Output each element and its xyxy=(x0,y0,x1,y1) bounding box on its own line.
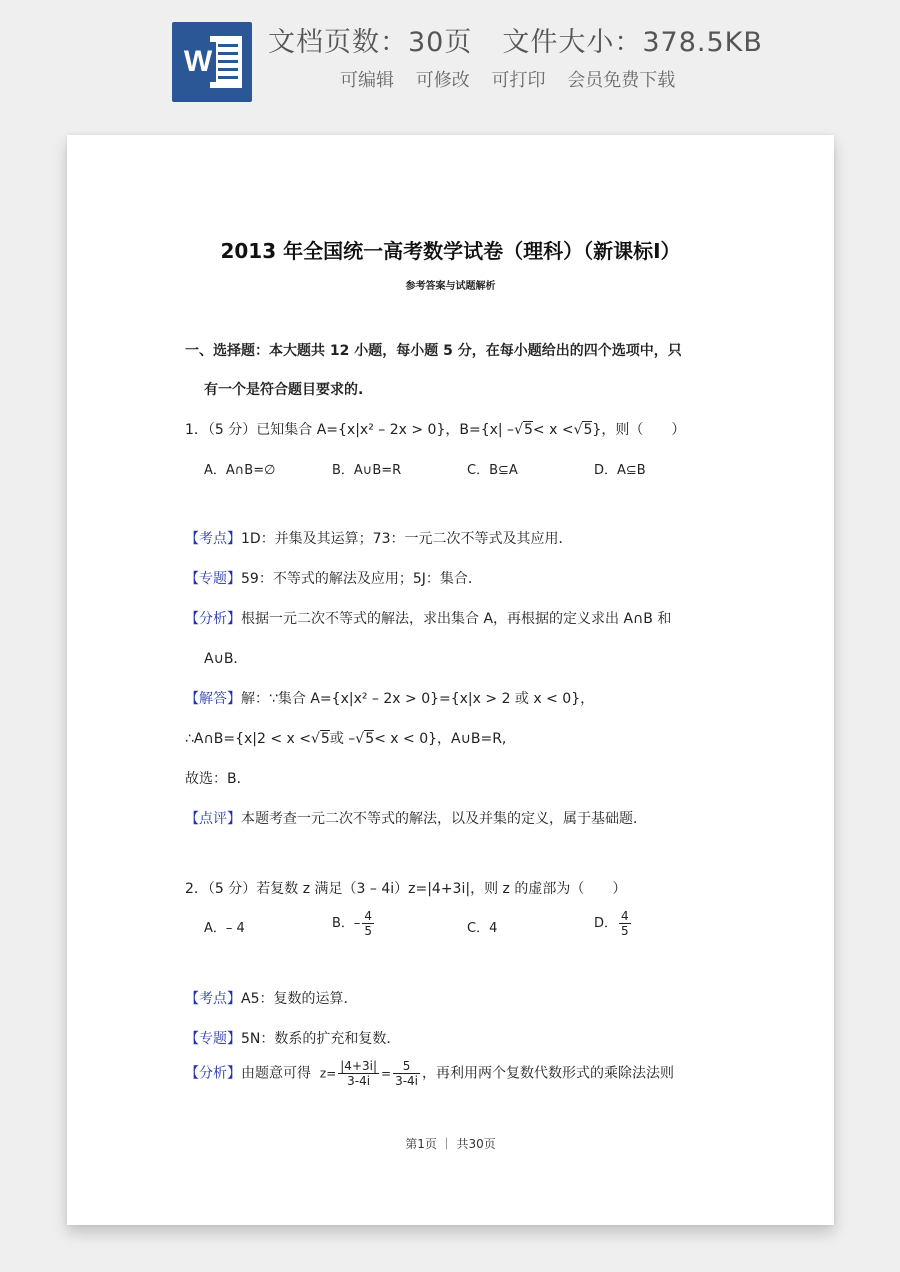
feature-editable: 可编辑 xyxy=(340,70,394,91)
file-info xyxy=(268,20,763,59)
q1-dianping: 【点评】本题考查一元二次不等式的解法，以及并集的定义，属于基础题． xyxy=(185,811,647,827)
feature-modifiable: 可修改 xyxy=(415,70,470,91)
question-2-option-a: A．– 4 xyxy=(204,921,245,936)
question-1-option-b: B．A∪B=R xyxy=(332,463,402,478)
q1-jieda: 【解答】解：∵集合 A={x|x² – 2x > 0}={x|x > 2 或 x < 0}， xyxy=(185,691,595,707)
page-footer: 第1页 ｜ 共30页 xyxy=(405,1137,496,1151)
question-2-option-b: B．– $\frac{4}{5}$ xyxy=(332,909,373,938)
q1-fenxi-cont: A∪B． xyxy=(204,651,248,667)
page-title: 2013 年全国统一高考数学试卷（理科）（新课标Ⅰ） xyxy=(220,239,681,263)
question-1-option-a: A．A∩B=∅ xyxy=(204,463,276,478)
question-1-option-d: D．A⊆B xyxy=(594,463,646,478)
feature-member-download: 会员免费下载 xyxy=(567,70,676,91)
file-size-label: 文件大小：378.5KB xyxy=(502,27,763,58)
q1-kaodian: 【考点】1D：并集及其运算；73：一元二次不等式及其应用． xyxy=(185,531,573,547)
q1-zhuanti: 【专题】59：不等式的解法及应用；5J：集合． xyxy=(185,571,482,587)
section-heading-cont: 有一个是符合题目要求的. xyxy=(204,382,364,398)
question-2-option-d: D． $\frac{4}{5}$ xyxy=(594,909,629,938)
q1-fenxi: 【分析】根据一元二次不等式的解法，求出集合 A，再根据的定义求出 A∩B 和 xyxy=(185,611,672,627)
q1-jieda-line-2: ∴A∩B={x|2 < x <√5或 –√5< x < 0}，A∪B=R, xyxy=(185,731,507,747)
q2-fenxi: 【分析】由题意可得 z= $\frac{|4+3i|}{3-4i}$ = $\frac{5}{3-4i}$ ，再利用两个复数代数形式的乘除法法则 xyxy=(185,1059,675,1088)
page-count-label: 文档页数：30页 xyxy=(268,27,473,58)
feature-printable: 可打印 xyxy=(491,70,546,91)
q2-kaodian: 【考点】A5：复数的运算． xyxy=(185,991,358,1007)
download-banner xyxy=(0,0,900,120)
document-page xyxy=(67,135,834,1225)
q2-zhuanti: 【专题】5N：数系的扩充和复数． xyxy=(185,1031,401,1047)
question-1-stem: 1．（5 分）已知集合 A={x|x² – 2x > 0}，B={x| –√5< x <√5}，则（ ） xyxy=(185,422,686,438)
q1-jieda-line-3: 故选：B． xyxy=(185,771,251,787)
feature-list xyxy=(340,66,685,92)
question-2-stem: 2．（5 分）若复数 z 满足（3 – 4i）z=|4+3i|，则 z 的虚部为（ ） xyxy=(185,881,627,897)
question-2-option-c: C．4 xyxy=(467,921,498,936)
page-subtitle: 参考答案与试题解析 xyxy=(405,281,496,292)
section-heading: 一、选择题：本大题共 12 小题，每小题 5 分，在每小题给出的四个选项中，只 xyxy=(185,343,682,359)
question-1-option-c: C．B⊆A xyxy=(467,463,518,478)
word-document-icon: W xyxy=(172,22,252,102)
